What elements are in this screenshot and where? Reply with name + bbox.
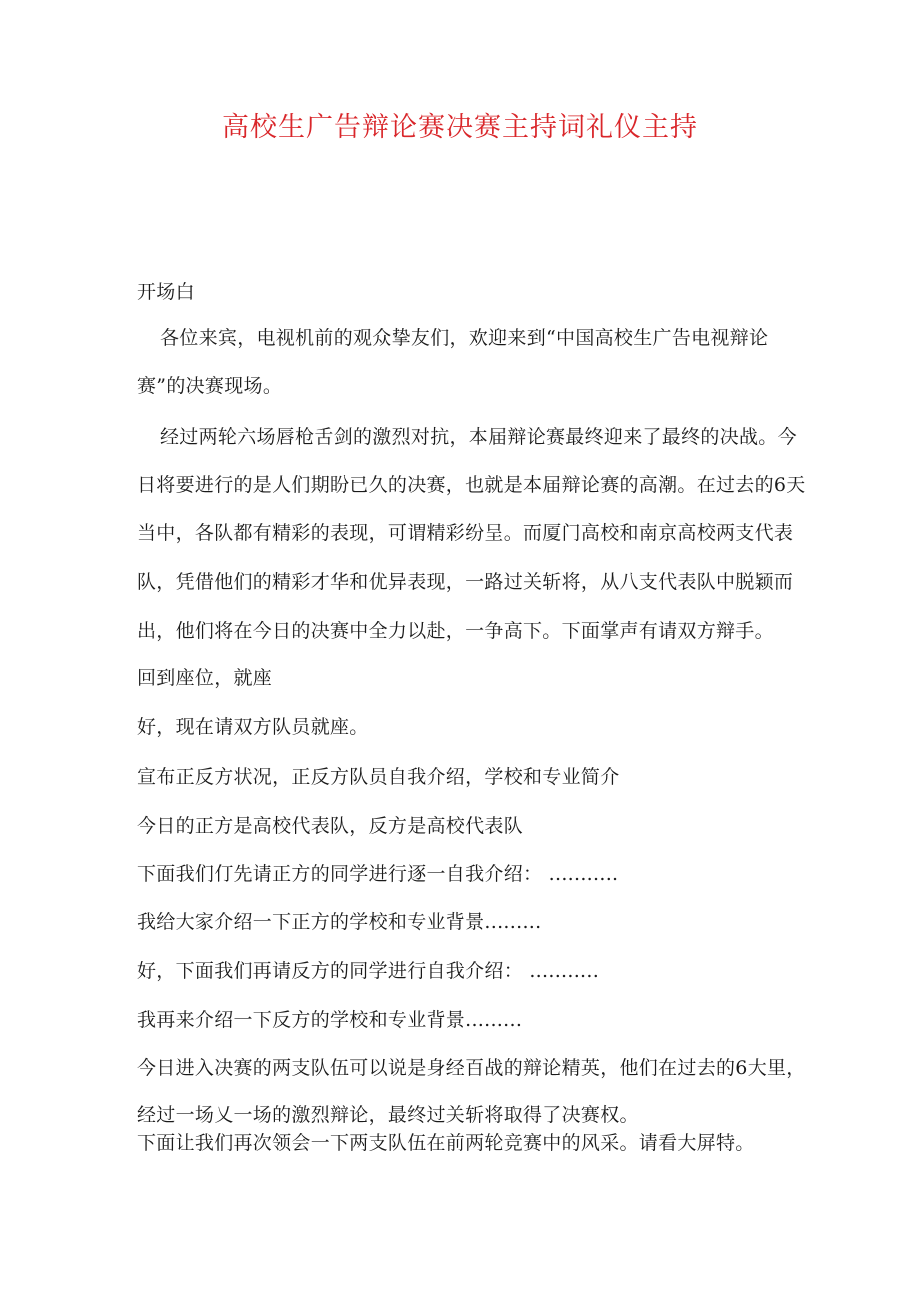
paragraph-line: 宣布正反方状况，正反方队员自我介绍，学校和专业简介 [137,766,620,788]
paragraph-line: 队，凭借他们的精彩才华和优异表现，一路过关斩将，从八支代表队中脱颖而 [137,571,794,593]
paragraph-line: 我给大家介绍一下正方的学校和专业背景......... [137,911,542,933]
paragraph-line: 日将要进行的是人们期盼已久的决赛，也就是本届辩论赛的高潮。在过去的6天 [137,474,806,496]
paragraph-line: 当中，各队都有精彩的表现，可谓精彩纷呈。而厦门高校和南京高校两支代表 [137,522,794,544]
paragraph-line: 今日的正方是高校代表队，反方是高校代表队 [137,815,524,837]
paragraph-line: 赛”的决赛现场。 [137,375,283,397]
paragraph-line: 今日进入决赛的两支队伍可以说是身经百战的辩论精英，他们在过去的6大里， [137,1057,806,1079]
paragraph-line: 下面我们仃先请正方的同学进行逐一自我介绍： ........... [137,863,619,885]
paragraph-line: 回到座位，就座 [137,667,273,689]
section-heading: 开场白 [137,281,195,303]
paragraph-line: 好，现在请双方队员就座。 [137,716,369,738]
paragraph-line: 出，他们将在今日的决赛中全力以赴，一争高下。下面掌声有请双方辩手。 [137,620,774,642]
paragraph-line: 各位来宾，电视机前的观众挚友们，欢迎来到“中国高校生广告电视辩论 [160,327,769,349]
paragraph-line: 经过一场乂一场的激烈辩论，最终过关斩将取得了决赛权。 [137,1104,639,1126]
paragraph-line: 经过两轮六场唇枪舌剑的激烈对抗，本届辩论赛最终迎来了最终的决战。今 [160,426,797,448]
paragraph-line: 好，下面我们再请反方的同学进行自我介绍： ........... [137,960,600,982]
document-title: 高校生广告辩论赛决赛主持词礼仪主持 [222,112,698,143]
paragraph-line: 我再来介绍一下反方的学校和专业背景......... [137,1009,523,1031]
paragraph-line: 下面让我们再次领会一下两支队伍在前两轮竞赛中的风采。请看大屏特。 [137,1132,755,1154]
